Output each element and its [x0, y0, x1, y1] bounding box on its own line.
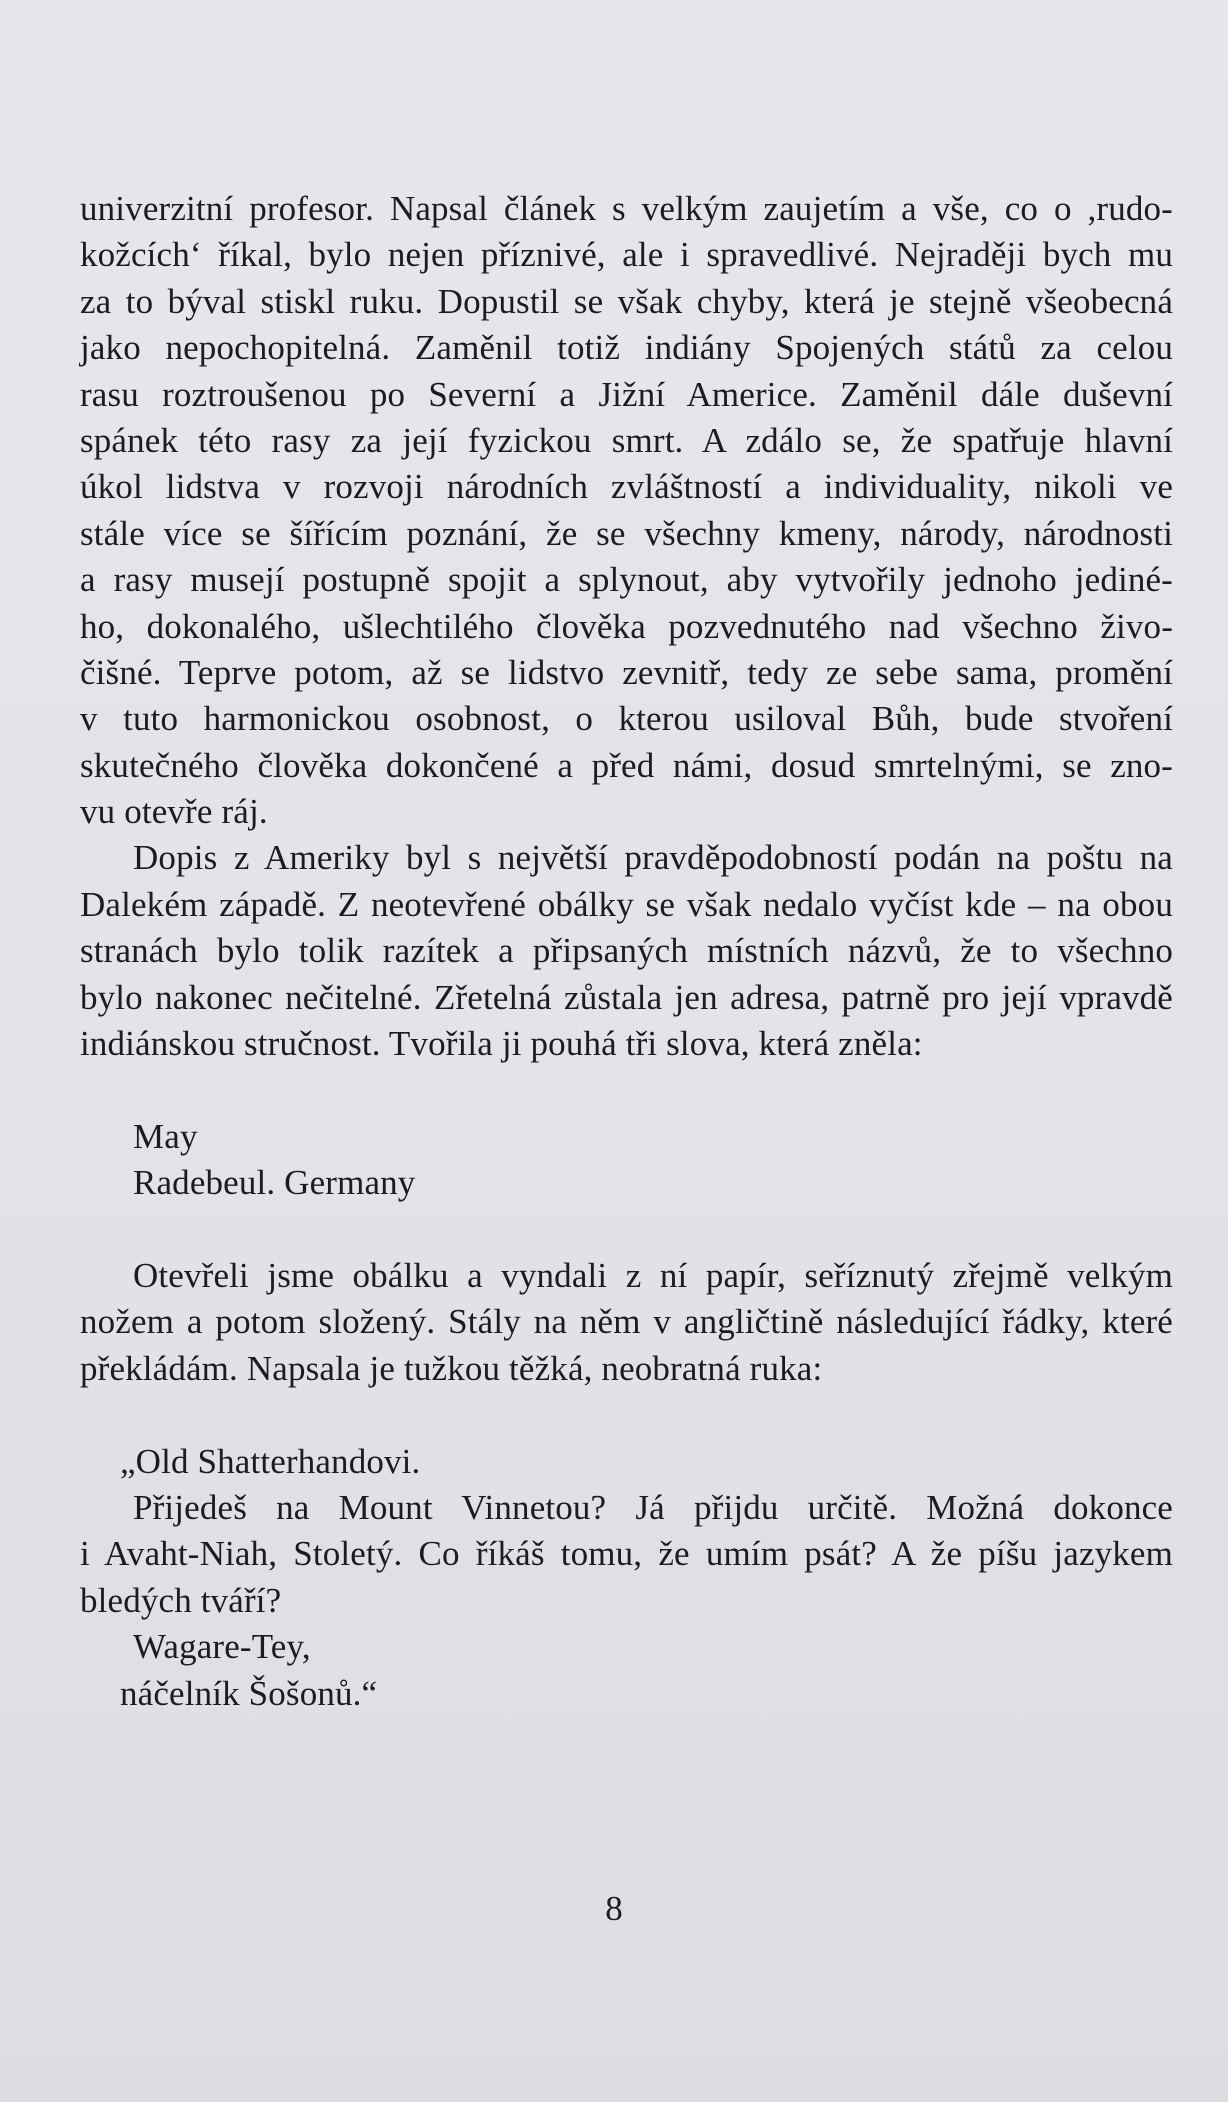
text-line: za to býval stiskl ruku. Dopustil se však chyby, která je stejně všeobecná: [80, 281, 1173, 321]
paragraph-2: [80, 835, 1173, 1067]
paragraph-1: [80, 186, 1173, 835]
blank-line: [80, 1067, 1173, 1113]
text-line: stále více se šířícím poznání, že se všechny kmeny, národy, národnosti: [80, 513, 1173, 553]
text-line: jako nepochopitelná. Zaměnil totiž indiány Spojených států za celou: [80, 328, 1173, 368]
text-line: a rasy musejí postupně spojit a splynout, aby vytvořily jednoho jediné-: [80, 560, 1173, 600]
text-line: indiánskou stručnost. Tvořila ji pouhá tři slova, která zněla:: [80, 1024, 923, 1064]
paragraph-3: [80, 1253, 1173, 1392]
blank-line: [80, 1207, 1173, 1253]
text-line: spánek této rasy za její fyzickou smrt. A zdálo se, že spatřuje hlavní: [80, 420, 1173, 460]
address-line: May: [133, 1116, 198, 1156]
text-line: v tuto harmonickou osobnost, o kterou usiloval Bůh, bude stvoření: [80, 699, 1173, 739]
text-line: čišné. Teprve potom, až se lidstvo zevnitř, tedy ze sebe sama, promění: [80, 652, 1173, 692]
page-number: 8: [605, 1889, 623, 1928]
letter-salutation: „Old Shatterhandovi.: [120, 1441, 421, 1481]
letter-signature-title: náčelník Šošonů.“: [120, 1673, 378, 1713]
letter-line: i Avaht-Niah, Stoletý. Co říkáš tomu, že umím psát? A že píšu jazykem: [80, 1534, 1173, 1574]
letter-line: bledých tváří?: [80, 1580, 282, 1620]
text-line: Dopis z Ameriky byl s největší pravděpodobností podán na poštu na: [133, 838, 1173, 878]
text-line: ho, dokonalého, ušlechtilého člověka pozvednutého nad všechno živo-: [80, 606, 1173, 646]
text-line: překládám. Napsala je tužkou těžká, neobratná ruka:: [80, 1348, 823, 1388]
body-text: [80, 186, 1173, 1717]
text-line: úkol lidstva v rozvoji národních zvláštností a individuality, nikoli ve: [80, 467, 1173, 507]
blank-line: [80, 1392, 1173, 1438]
text-line: bylo nakonec nečitelné. Zřetelná zůstala jen adresa, patrně pro její vpravdě: [80, 977, 1173, 1017]
letter-signature-name: Wagare-Tey,: [133, 1627, 311, 1667]
envelope-address: [80, 1114, 1173, 1207]
text-line: stranách bylo tolik razítek a připsaných místních názvů, že to všechno: [80, 931, 1173, 971]
text-line: nožem a potom složený. Stály na něm v angličtině následující řádky, které: [80, 1302, 1173, 1342]
text-line: skutečného člověka dokončené a před námi, dosud smrtelnými, se zno-: [80, 745, 1173, 785]
text-line: Dalekém západě. Z neotevřené obálky se však nedalo vyčíst kde – na obou: [80, 884, 1173, 924]
letter-text: [80, 1439, 1173, 1717]
letter-line: Přijedeš na Mount Vinnetou? Já přijdu určitě. Možná dokonce: [133, 1487, 1173, 1527]
text-line: kožcích‘ říkal, bylo nejen příznivé, ale i spravedlivé. Nejraději bych mu: [80, 235, 1173, 275]
text-line: Otevřeli jsme obálku a vyndali z ní papír, seříznutý zřejmě velkým: [133, 1255, 1173, 1295]
text-line: rasu roztroušenou po Severní a Jižní Americe. Zaměnil dále duševní: [80, 374, 1173, 414]
address-line: Radebeul. Germany: [133, 1163, 416, 1203]
text-line: vu otevře ráj.: [80, 792, 268, 832]
text-line: univerzitní profesor. Napsal článek s velkým zaujetím a vše, co o ,rudo-: [80, 189, 1173, 228]
